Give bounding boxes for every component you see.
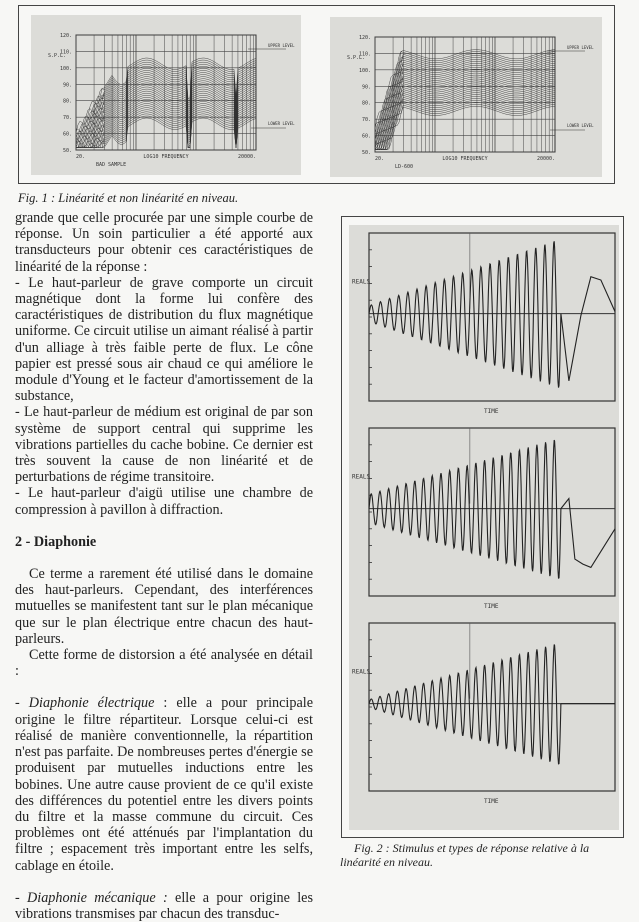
y-tick-label: 80. — [62, 98, 72, 105]
figure-2-panel — [349, 225, 619, 830]
plot-frame — [76, 35, 256, 150]
lower-level-label: LOWER LEVEL — [567, 123, 594, 128]
paragraph: grande que celle procurée par une simple courbe de réponse. Un soin particulier a été apporté aux transducteurs pour obtenir ces caractéristiques de linéarité de la réponse : — [15, 210, 313, 275]
x-tick-label: 20000. — [536, 156, 555, 162]
paragraph: - Diaphonie électrique : elle a pour principale origine le filtre répartiteur. Lorsque celui-ci est réalisé de manière conventionnelle, la répartition n'est pas parfaite. De nombreuses pertes d'énergie se produisent par mutuelles inductions entre les bobines. Une autre cause provient de ce qu'il existe des différences du potentiel entre les divers points du filtre et la masse commune du circuit. Ces problèmes ont été atténués par l'implantation du filtre ; espacement très important entre les selfs, cablage en étoile. — [15, 695, 313, 874]
y-tick-label: 100. — [358, 67, 371, 74]
paragraph: Cette forme de distorsion a été analysée en détail : — [15, 647, 313, 680]
y-axis-label: S.P.L. — [48, 53, 67, 59]
section-heading: 2 - Diaphonie — [15, 533, 97, 550]
spl-waterfall-chart-right — [330, 17, 602, 177]
response-curve — [76, 83, 256, 148]
y-tick-label: 90. — [361, 84, 371, 91]
figure-1-caption: Fig. 1 : Linéarité et non linéarité en niveau. — [18, 191, 239, 205]
y-tick-label: 120. — [358, 35, 371, 41]
plot-frame — [369, 623, 615, 791]
y-tick-label: 50. — [361, 150, 371, 156]
response-curve — [375, 79, 555, 150]
waveform — [369, 645, 615, 764]
lower-level-label: LOWER LEVEL — [268, 121, 295, 126]
y-tick-label: 110. — [358, 51, 371, 58]
x-tick-label: 20000. — [237, 154, 256, 160]
y-axis-label: REALS — [352, 668, 371, 676]
paragraph: - Le haut-parleur de grave comporte un circuit magnétique dont la forme lui confère des caractéristiques de distribution du flux magnétique uniforme. Ce circuit utilise un aimant réalisé à partir d'un alliage à très faible perte de flux. Le cône papier est pressé sous air chaud ce qui améliore le module d'Young et le facteur d'amortissement de la substance, — [15, 274, 313, 405]
x-axis-label: TIME — [484, 603, 499, 610]
waveform — [369, 241, 615, 387]
y-tick-label: 90. — [62, 82, 72, 89]
figure-1-right-panel — [330, 17, 602, 177]
paragraph: Ce terme a rarement été utilisé dans le domaine des haut-parleurs. Cependant, des interférences mutuelles se manifestent tant sur le plan mécanique que sur le plan électrique entre chacun des haut-parleurs. — [15, 566, 313, 647]
x-axis-label: LOG10 FREQUENCY — [442, 156, 488, 162]
response-curve — [76, 75, 256, 145]
article-text-column — [15, 210, 313, 922]
y-tick-label: 120. — [59, 33, 72, 39]
paragraph: - Diaphonie mécanique : elle a pour origine les vibrations transmises par chacun des transduc- — [15, 889, 313, 922]
y-tick-label: 110. — [59, 49, 72, 56]
sample-label: BAD SAMPLE — [96, 162, 127, 168]
upper-level-label: UPPER LEVEL — [268, 43, 295, 48]
x-axis-label: LOG10 FREQUENCY — [143, 154, 189, 160]
time-response-charts — [349, 225, 619, 830]
y-axis-label: S.P.L. — [347, 55, 366, 61]
plot-frame — [369, 428, 615, 596]
y-tick-label: 70. — [361, 117, 371, 124]
y-tick-label: 100. — [59, 65, 72, 72]
x-tick-label: 20. — [375, 156, 385, 162]
spl-waterfall-chart-left — [31, 15, 301, 175]
paragraph: - Le haut-parleur d'aigü utilise une chambre de compression à pavillon à diffraction. — [15, 485, 313, 518]
y-tick-label: 60. — [361, 133, 371, 140]
response-curve — [76, 110, 256, 148]
sample-label: LD-600 — [395, 164, 414, 170]
y-tick-label: 70. — [62, 115, 72, 122]
y-tick-label: 50. — [62, 148, 72, 154]
y-axis-label: REALS — [352, 278, 371, 286]
term: - Diaphonie mécanique : — [15, 889, 168, 906]
response-curve — [375, 106, 555, 149]
response-curve — [375, 91, 555, 150]
term: - Diaphonie électrique — [15, 695, 155, 712]
response-curve — [375, 56, 555, 141]
figure-2-caption: Fig. 2 : Stimulus et types de réponse relative à la linéarité en niveau. — [340, 841, 590, 869]
paragraph: - Le haut-parleur de médium est original de par son système de support central qui supprime les vibrations partielles du cache bobine. Ce dernier est très souvent la cause de non linéarité et de perturbations de régime transitoire. — [15, 404, 313, 486]
upper-level-label: UPPER LEVEL — [567, 45, 594, 50]
x-axis-label: TIME — [484, 798, 499, 805]
response-curve — [375, 83, 555, 150]
y-tick-label: 60. — [62, 131, 72, 138]
figure-1-left-panel — [31, 15, 301, 175]
response-curve — [76, 91, 256, 148]
y-axis-label: REALS — [352, 473, 371, 481]
x-tick-label: 20. — [76, 154, 86, 160]
y-tick-label: 80. — [361, 100, 371, 107]
x-axis-label: TIME — [484, 408, 499, 415]
